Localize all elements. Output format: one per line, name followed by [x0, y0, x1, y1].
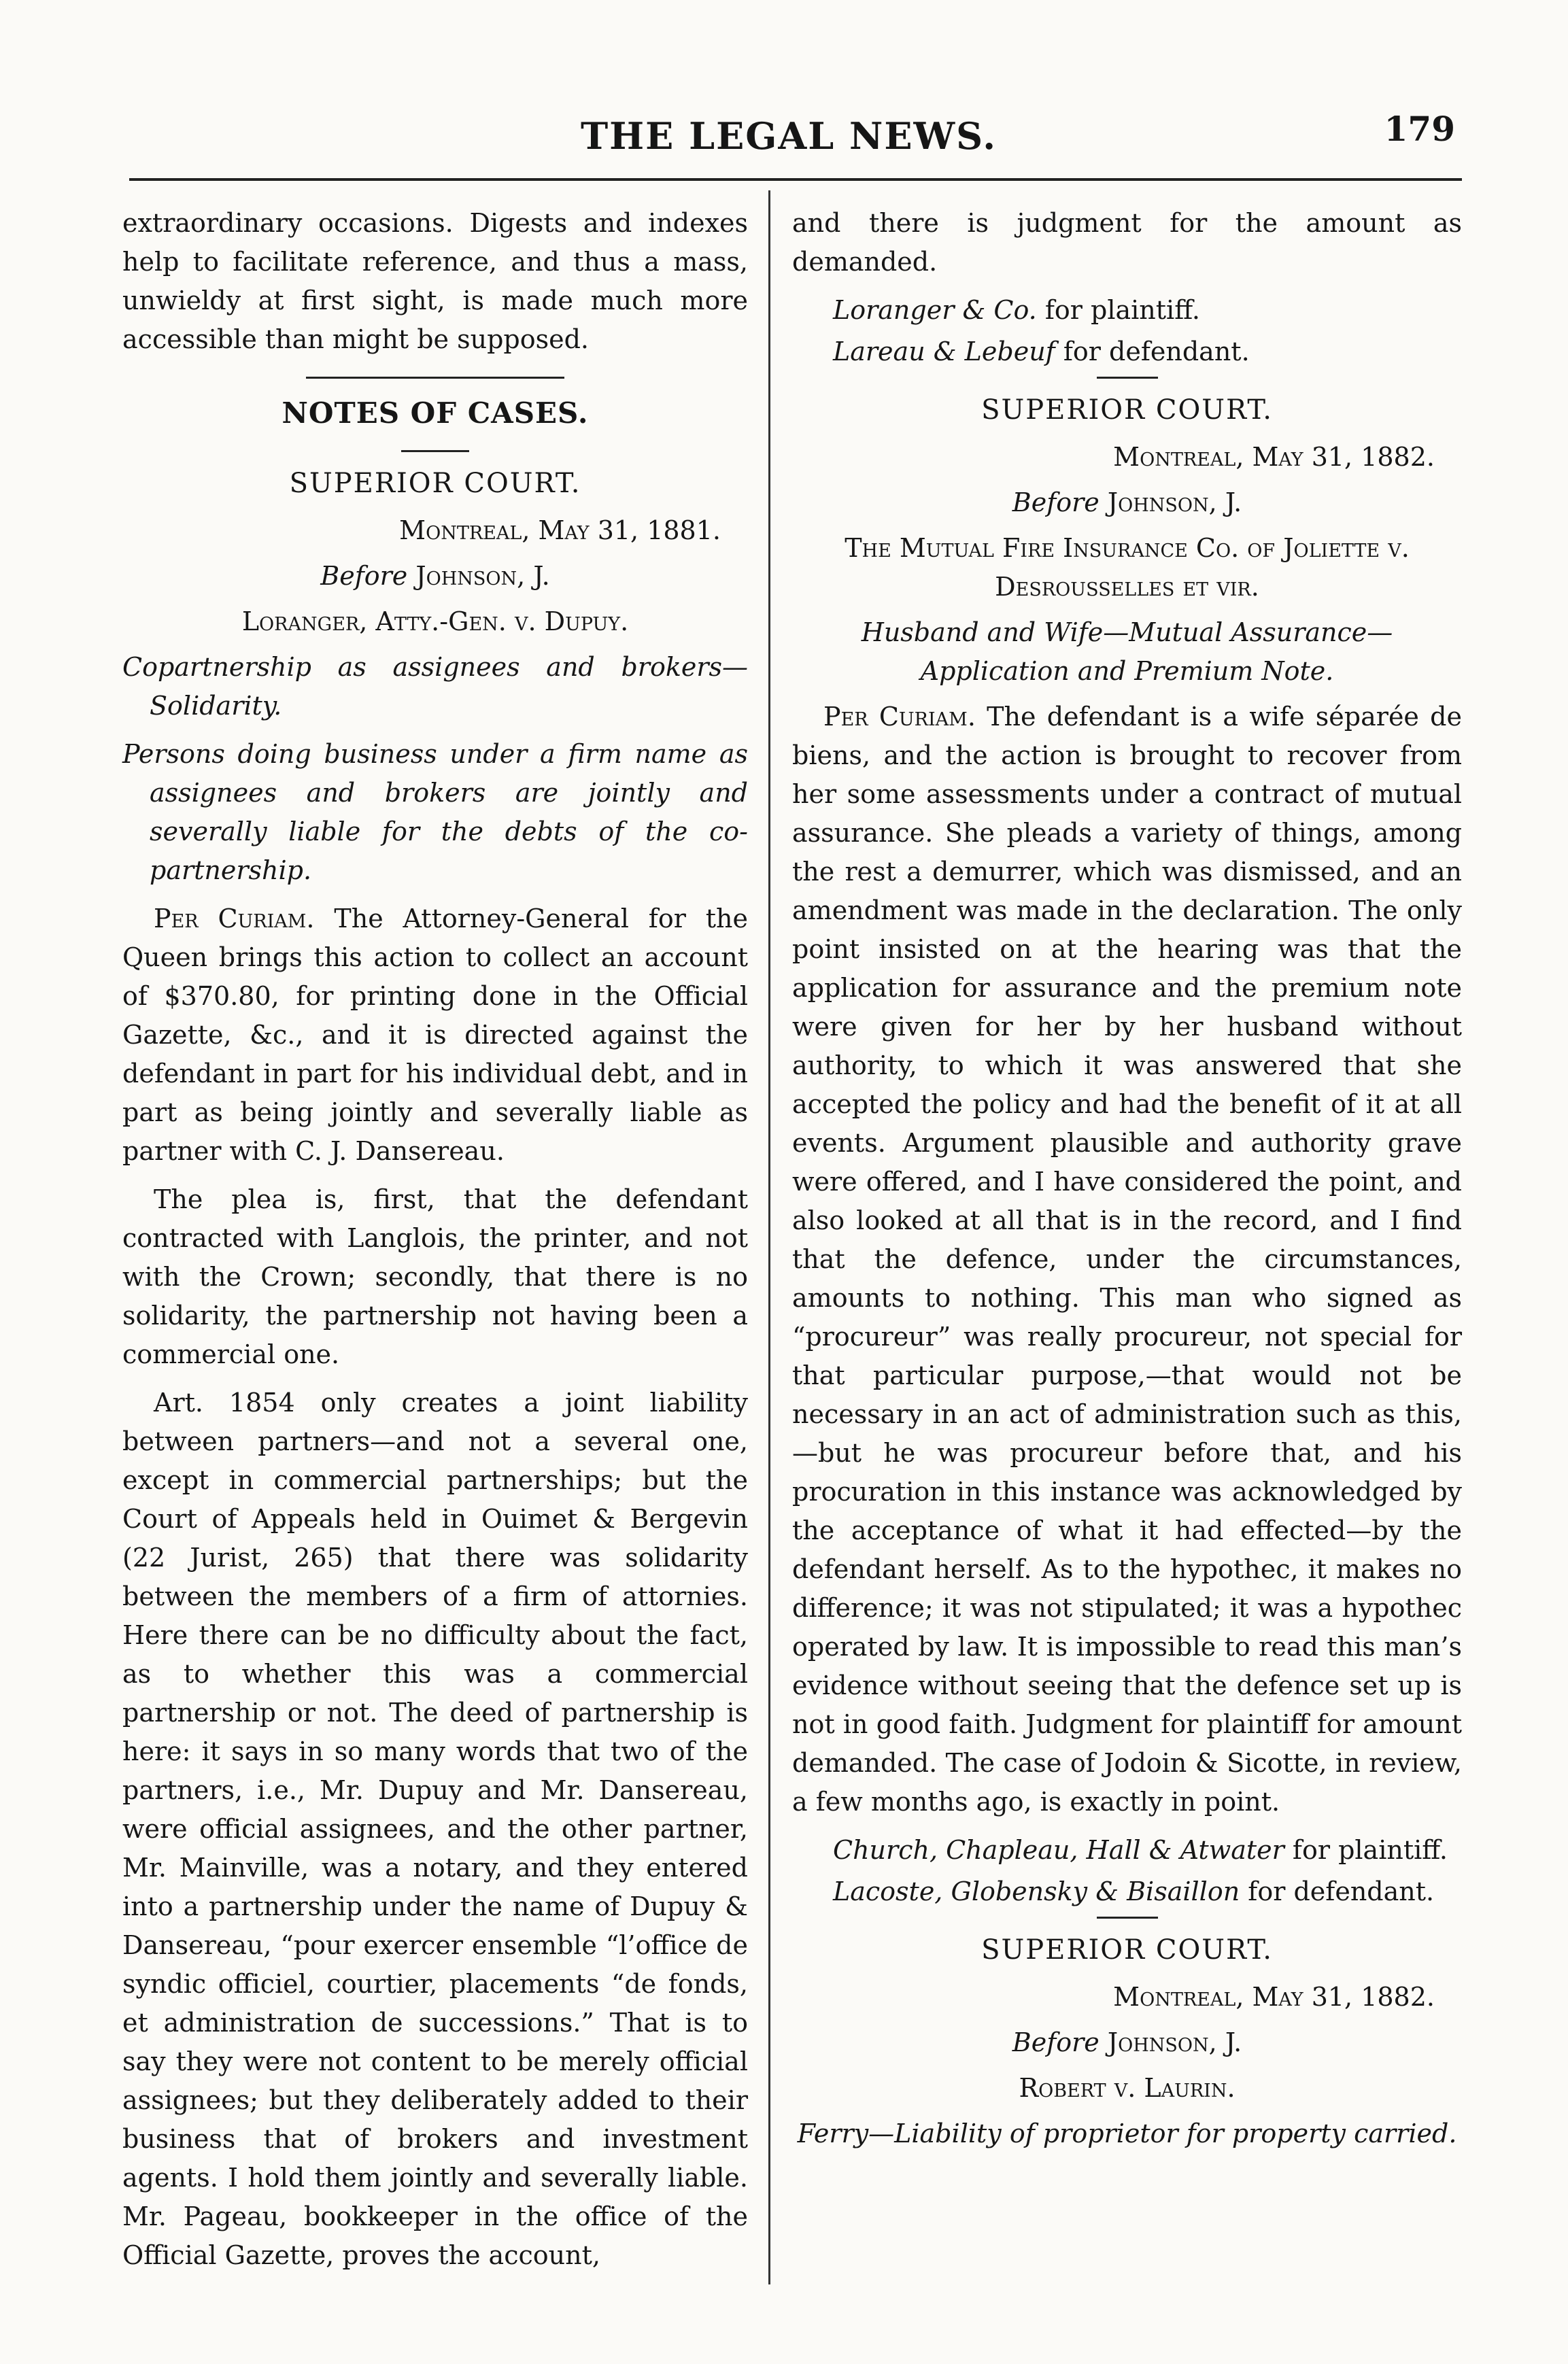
case-judge [792, 2023, 1462, 2062]
counsel-name: Church, Chapleau, Hall & Atwater [833, 1835, 1284, 1865]
judgment-paragraph: The plea is, first, that the defendant contracted with Langlois, the printer, and not with the Crown; secondly, that there is no solidarity, the partnership not having been a commercial one. [122, 1184, 748, 1369]
continuation-paragraph: and there is judgment for the amount as demanded. [792, 208, 1462, 277]
case-place-date: Montreal, May 31, 1882. [1113, 442, 1435, 472]
case-parties: Robert v. Laurin. [1019, 2073, 1235, 2103]
counsel-role: for defendant. [1248, 1877, 1435, 1906]
counsel-defendant [792, 1872, 1462, 1911]
headnote-subject: Copartnership as assignees and brokers—Solidarity. [122, 652, 748, 721]
before-word: Before [320, 561, 408, 591]
heading-rule [401, 450, 469, 452]
headnote: Ferry—Liability of proprietor for property carried. [797, 2119, 1457, 2148]
counsel-name: Lacoste, Globensky & Bisaillon [833, 1877, 1240, 1906]
before-word: Before [1012, 2027, 1100, 2057]
counsel-name: Lareau & Lebeuf [833, 337, 1055, 366]
left-column [122, 204, 748, 2284]
counsel-role: for plaintiff. [1292, 1835, 1448, 1865]
judgment-text: The Attorney-General for the Queen brings this action to collect an account of $370.80, for printing done in the Official Gazette, &c., and it is directed against the defendant in part for his individual debt, and in part as being jointly and severally liable as partner with C. J. Dansereau. [122, 904, 748, 1166]
counsel-plaintiff [792, 291, 1462, 330]
section-rule [306, 377, 564, 379]
case-judge [792, 483, 1462, 522]
counsel-role: for defendant. [1063, 337, 1250, 366]
right-column [792, 204, 1462, 2160]
judgment-paragraph [792, 698, 1462, 1821]
counsel-role: for plaintiff. [1044, 295, 1200, 325]
per-curiam-label: Per Curiam. [154, 904, 315, 933]
judgment-paragraph [122, 900, 748, 1171]
judgment-paragraph: Art. 1854 only creates a joint liability between partners—and not a several one, except in commercial partnerships; but the Court of Appeals held in Ouimet & Bergevin (22 Jurist, 265) that there was solidarity between the members of a firm of attornies. Here there can be no difficulty about the fact, as to whether this was a commercial partnership or not. The deed of partnership is here: it says in so many words that two of the partners, i.e., Mr. Dupuy and Mr. Dansereau, were official assignees, and the other partner, Mr. Mainville, was a notary, and they entered into a partnership under the name of Dupuy & Dansereau, “pour exercer ensemble “l’office de syndic officiel, courtier, placements “de fonds, et administration de successions.” That is to say they were not content to be merely official assignees; but they deliberately added to their business that of brokers and investment agents. I hold them jointly and severally liable. Mr. Pageau, bookkeeper in the office of the Official Gazette, proves the account, [122, 1388, 748, 2270]
court-heading: SUPERIOR COURT. [289, 468, 581, 499]
judge-name: Johnson, J. [1107, 2027, 1242, 2057]
per-curiam-label: Per Curiam. [823, 702, 976, 732]
continuation-paragraph: extraordinary occasions. Digests and indexes help to facilitate reference, and thus a mass, unwieldy at first sight, is made much more accessible than might be supposed. [122, 208, 748, 354]
headnote: Husband and Wife—Mutual Assurance—Application and Premium Note. [861, 617, 1393, 686]
case-place-date: Montreal, May 31, 1881. [399, 515, 721, 545]
case-judge [122, 557, 748, 596]
case-parties: Loranger, Atty.-Gen. v. Dupuy. [241, 606, 629, 636]
judge-name: Johnson, J. [1107, 487, 1242, 517]
case-separator-rule [1097, 377, 1158, 379]
court-heading: SUPERIOR COURT. [981, 394, 1273, 426]
column-divider [768, 190, 770, 2284]
headnote-rule: Persons doing business under a firm name as assignees and brokers are jointly and severally liable for the debts of the co-partnership. [122, 739, 748, 885]
counsel-defendant [792, 332, 1462, 371]
counsel-plaintiff [792, 1831, 1462, 1870]
judgment-text: The defendant is a wife séparée de biens, and the action is brought to recover from her some assessments under a contract of mutual assurance. She pleads a variety of things, among the rest a demurrer, which was dismissed, and an amendment was made in the declaration. The only point insisted on at the hearing was that the application for assurance and the premium note were given for her by her husband without authority, to which it was answered that she accepted the policy and had the benefit of it at all events. Argument plausible and authority grave were offered, and I have considered the point, and also looked at all that is in the record, and I find that the defence, under the circumstances, amounts to nothing. This man who signed as “procureur” was really procureur, not special for that particular purpose,—that would not be necessary in an act of administration such as this,—but he was procureur before that, and his procuration in this instance was acknowledged by the acceptance of what it had effected—by the defendant herself. As to the hypothec, it makes no difference; it was not stipulated; it was a hypothec operated by law. It is impossible to read this man’s evidence without seeing that the defence set up is not in good faith. Judgment for plaintiff for amount demanded. The case of Jodoin & Sicotte, in review, a few months ago, is exactly in point. [792, 702, 1462, 1817]
header-rule [129, 178, 1462, 181]
case-parties: The Mutual Fire Insurance Co. of Joliette v. Desrousselles et vir. [845, 533, 1410, 602]
running-head: THE LEGAL NEWS. [580, 114, 998, 158]
page-header [122, 109, 1455, 163]
court-heading: SUPERIOR COURT. [981, 1934, 1273, 1966]
notes-of-cases-heading: NOTES OF CASES. [282, 396, 589, 430]
case-place-date: Montreal, May 31, 1882. [1113, 1982, 1435, 2012]
judge-name: Johnson, J. [415, 561, 550, 591]
before-word: Before [1012, 487, 1100, 517]
page-number: 179 [1384, 109, 1455, 149]
case-separator-rule [1097, 1917, 1158, 1919]
counsel-name: Loranger & Co. [833, 295, 1037, 325]
